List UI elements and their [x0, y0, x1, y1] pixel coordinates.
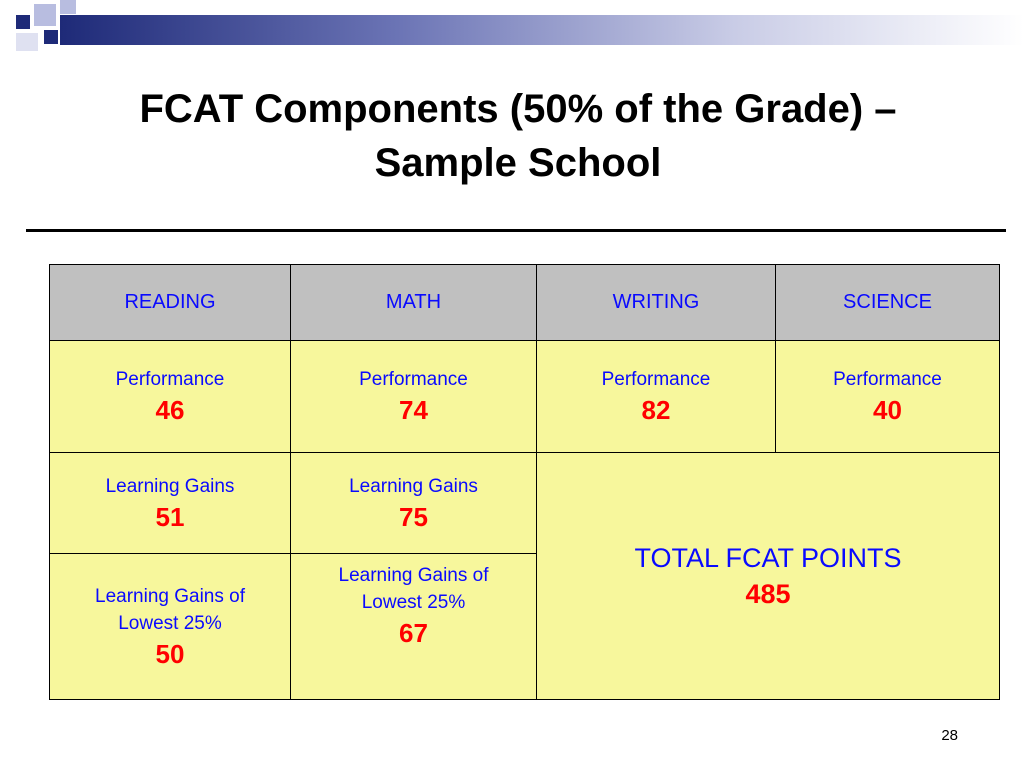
- decor-square-navy-1: [16, 15, 30, 29]
- math-performance-cell: [291, 341, 537, 453]
- decor-square-navy-2: [44, 30, 58, 44]
- cell-value: 74: [399, 395, 428, 425]
- decor-top-band: [60, 15, 1024, 45]
- total-label: TOTAL FCAT POINTS: [634, 543, 902, 573]
- cell-label: Learning Gains: [349, 475, 478, 497]
- total-value: 485: [745, 579, 791, 609]
- cell-value: 51: [155, 501, 185, 532]
- cell-value: 46: [155, 395, 185, 425]
- math-learning-gains-cell: [291, 453, 537, 554]
- science-performance-cell: [776, 341, 1000, 453]
- cell-label: Learning Gains of Lowest 25%: [95, 585, 245, 634]
- performance-row: [50, 341, 1000, 453]
- slide-title-line-2: Sample School: [374, 141, 662, 185]
- cell-label: Performance: [359, 369, 468, 390]
- cell-label: Learning Gains: [105, 475, 235, 497]
- cell-value: 82: [641, 395, 671, 425]
- title-divider: [26, 229, 1006, 232]
- learning-gains-row: [50, 453, 1000, 554]
- fcat-components-table: [49, 264, 1000, 700]
- reading-performance-cell: [50, 341, 291, 453]
- cell-value: 50: [155, 638, 185, 669]
- header-writing: WRITING: [537, 265, 776, 341]
- reading-lowest-25-cell: [50, 554, 291, 700]
- header-row: [50, 265, 1000, 341]
- cell-label: Performance: [115, 369, 225, 390]
- slide-title: [30, 82, 1006, 190]
- header-math: MATH: [291, 265, 537, 341]
- writing-performance-cell: [537, 341, 776, 453]
- slide-title-line-1: FCAT Components (50% of the Grade) –: [139, 87, 897, 131]
- cell-value: 40: [873, 395, 902, 425]
- cell-value: 67: [399, 618, 428, 648]
- cell-label: Performance: [833, 369, 942, 390]
- cell-label: Performance: [601, 369, 711, 390]
- decor-square-lavender-2: [60, 0, 76, 14]
- reading-learning-gains-cell: [50, 453, 291, 554]
- cell-label: Learning Gains of Lowest 25%: [338, 565, 489, 613]
- decor-square-pale-1: [16, 33, 38, 51]
- decor-square-lavender-1: [34, 4, 56, 26]
- total-fcat-points-cell: [537, 453, 1000, 700]
- header-science: SCIENCE: [776, 265, 1000, 341]
- cell-value: 75: [399, 501, 428, 532]
- header-reading: READING: [50, 265, 291, 341]
- math-lowest-25-cell: [291, 554, 537, 700]
- page-number: 28: [941, 727, 958, 744]
